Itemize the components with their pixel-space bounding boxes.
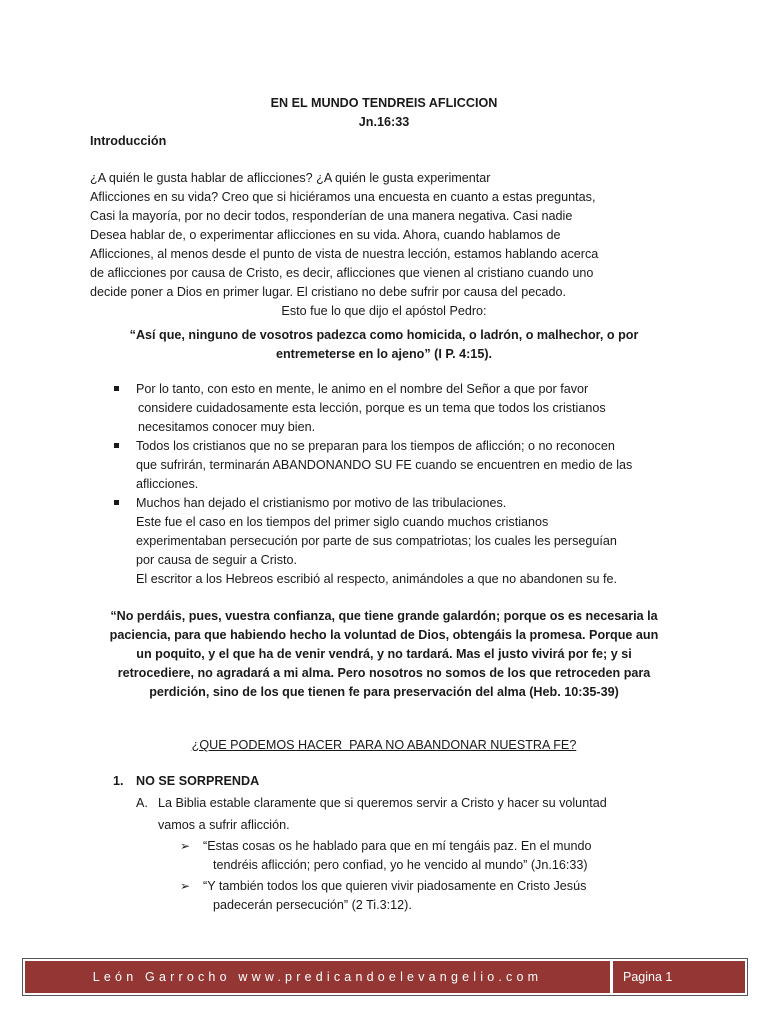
intro-line: ¿A quién le gusta hablar de aflicciones? ¿A quién le gusta experimentar bbox=[90, 171, 491, 185]
bullet-line: aflicciones. bbox=[136, 477, 199, 491]
quote-line: perdición, sino de los que tienen fe para preservación del alma (Heb. 10:35-39) bbox=[149, 685, 619, 699]
quote-line: entremeterse en lo ajeno” (I P. 4:15). bbox=[275, 347, 493, 361]
document-title: EN EL MUNDO TENDREIS AFLICCION bbox=[270, 96, 498, 110]
intro-line: decide poner a Dios en primer lugar. El cristiano no debe sufrir por causa del pecado. bbox=[90, 285, 567, 299]
quote-line: “Así que, ninguno de vosotros padezca como homicida, o ladrón, o malhechor, o por bbox=[129, 328, 639, 342]
intro-heading: Introducción bbox=[90, 134, 167, 148]
arrow-bullet-icon: ➢ bbox=[180, 839, 191, 853]
point-letter: A. bbox=[136, 796, 148, 810]
bullet-line: considere cuidadosamente esta lección, porque es un tema que todos los cristianos bbox=[138, 401, 606, 415]
point-line: vamos a sufrir aflicción. bbox=[158, 818, 290, 832]
footer-page-number: Pagina 1 bbox=[613, 961, 745, 993]
quote-line: “No perdáis, pues, vuestra confianza, que tiene grande galardón; porque os es necesaria la bbox=[110, 609, 658, 623]
bullet-square-icon bbox=[114, 500, 119, 505]
bullet-line: Este fue el caso en los tiempos del primer siglo cuando muchos cristianos bbox=[136, 515, 549, 529]
point-number: 1. bbox=[113, 774, 124, 788]
quote-line: un poquito, y el que ha de venir vendrá, y no tardará. Mas el justo vivirá por fe; y si bbox=[136, 647, 632, 661]
intro-line: de aflicciones por causa de Cristo, es decir, aflicciones que vienen al cristiano cuando uno bbox=[90, 266, 594, 280]
point-line: La Biblia estable claramente que si queremos servir a Cristo y hacer su voluntad bbox=[158, 796, 607, 810]
bullet-square-icon bbox=[114, 386, 119, 391]
intro-line: Casi la mayoría, por no decir todos, responderían de una manera negativa. Casi nadie bbox=[90, 209, 573, 223]
bullet-square-icon bbox=[114, 443, 119, 448]
bullet-line: El escritor a los Hebreos escribió al respecto, animándoles a que no abandonen su fe. bbox=[136, 572, 617, 586]
quote-line: retrocediere, no agradará a mi alma. Pero nosotros no somos de los que retroceden para bbox=[117, 666, 651, 680]
intro-line: Aflicciones, al menos desde el punto de vista de nuestra lección, estamos hablando acerca bbox=[90, 247, 599, 261]
bullet-line: por causa de seguir a Cristo. bbox=[136, 553, 298, 567]
bullet-line: experimentaban persecución por parte de sus compatriotas; los cuales les perseguían bbox=[136, 534, 617, 548]
intro-line: Aflicciones en su vida? Creo que si hiciéramos una encuesta en cuanto a estas preguntas, bbox=[90, 190, 596, 204]
bullet-line: Muchos han dejado el cristianismo por motivo de las tribulaciones. bbox=[136, 496, 507, 510]
arrow-line: “Estas cosas os he hablado para que en mí tengáis paz. En el mundo bbox=[203, 839, 592, 853]
arrow-line: “Y también todos los que quieren vivir piadosamente en Cristo Jesús bbox=[203, 879, 587, 893]
bullet-line: que sufrirán, terminarán ABANDONANDO SU FE cuando se encuentren en medio de las bbox=[136, 458, 633, 472]
bullet-line: Por lo tanto, con esto en mente, le animo en el nombre del Señor a que por favor bbox=[136, 382, 589, 396]
point-label: NO SE SORPRENDA bbox=[136, 774, 260, 788]
arrow-bullet-icon: ➢ bbox=[180, 879, 191, 893]
arrow-line: tendréis aflicción; pero confiad, yo he vencido al mundo” (Jn.16:33) bbox=[213, 858, 588, 872]
bullet-line: necesitamos conocer muy bien. bbox=[138, 420, 316, 434]
arrow-line: padecerán persecución” (2 Ti.3:12). bbox=[213, 898, 412, 912]
section-heading: ¿QUE PODEMOS HACER PARA NO ABANDONAR NUESTRA FE? bbox=[191, 738, 577, 752]
scripture-reference: Jn.16:33 bbox=[358, 115, 410, 129]
quote-line: paciencia, para que habiendo hecho la voluntad de Dios, obtengáis la promesa. Porque aun bbox=[109, 628, 659, 642]
bullet-line: Todos los cristianos que no se preparan para los tiempos de aflicción; o no reconocen bbox=[136, 439, 615, 453]
footer-author-website: León Garrocho www.predicandoelevangelio.com bbox=[25, 961, 610, 993]
intro-line: Desea hablar de, o experimentar aflicciones en su vida. Ahora, cuando hablamos de bbox=[90, 228, 561, 242]
peter-intro: Esto fue lo que dijo el apóstol Pedro: bbox=[281, 304, 487, 318]
